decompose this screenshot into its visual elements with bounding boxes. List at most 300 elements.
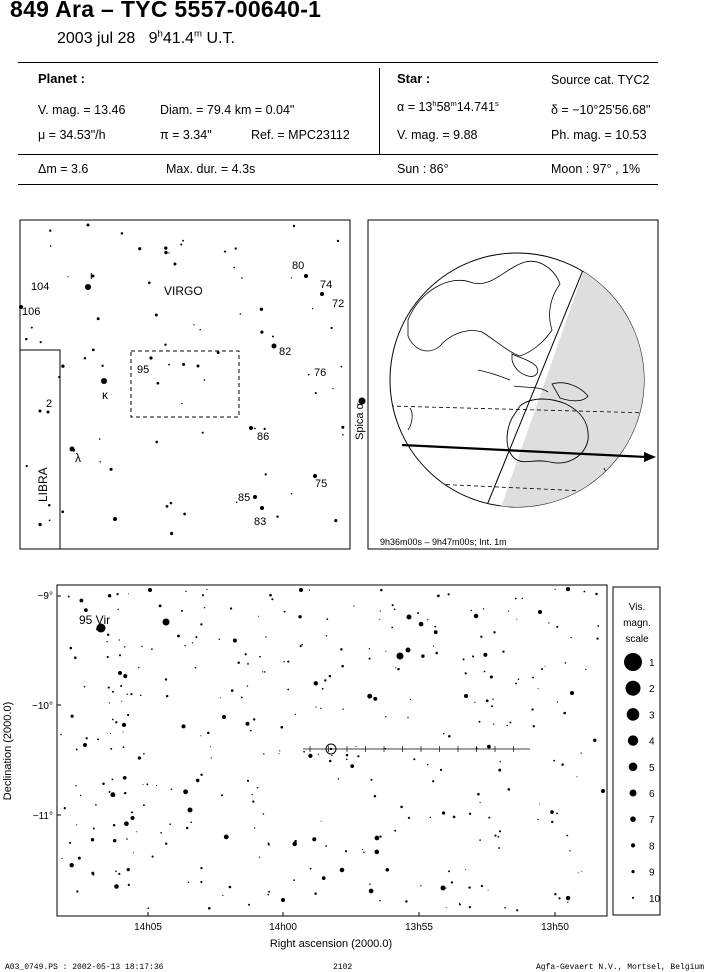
- map-star: [84, 686, 86, 688]
- map-star: [91, 838, 94, 841]
- finder-star: [155, 314, 158, 317]
- star-ra-m-unit: m: [450, 98, 457, 108]
- planet-motion: μ = 34.53"/h: [38, 128, 106, 142]
- finder-star: [217, 351, 220, 354]
- map-star: [437, 595, 440, 598]
- map-star: [391, 627, 393, 629]
- map-star: [76, 824, 77, 825]
- finder-star: [291, 493, 293, 495]
- map-star: [413, 758, 415, 760]
- map-star: [357, 755, 359, 757]
- scale-label-mag-1: 1: [649, 658, 655, 669]
- map-star: [259, 656, 261, 658]
- page-title: 849 Ara – TYC 5557-00640-1: [10, 0, 322, 22]
- map-star: [566, 587, 570, 591]
- scale-label-mag-3: 3: [649, 710, 655, 722]
- map-star: [166, 695, 168, 697]
- map-star: [346, 758, 348, 760]
- finder-star: [240, 313, 242, 315]
- finder-star: [67, 276, 68, 277]
- map-star: [322, 876, 326, 880]
- finder-star: [254, 428, 256, 430]
- map-star: [110, 748, 112, 750]
- map-star: [281, 898, 285, 902]
- map-star: [508, 611, 509, 612]
- map-star: [241, 696, 243, 698]
- map-star: [268, 891, 270, 893]
- map-star: [124, 821, 129, 826]
- finder-star: [182, 240, 184, 242]
- map-star: [196, 779, 200, 783]
- map-star: [345, 850, 347, 852]
- map-star: [369, 658, 371, 660]
- map-star: [509, 722, 511, 724]
- finder-star: [84, 357, 86, 359]
- finder-star: [260, 506, 264, 510]
- map-star: [222, 715, 226, 719]
- star-ra-h-unit: h: [432, 98, 437, 108]
- map-star: [84, 608, 88, 612]
- map-star: [247, 685, 248, 686]
- map-star: [252, 801, 254, 803]
- map-star: [315, 706, 316, 707]
- map-star: [433, 645, 434, 646]
- finder-star: [110, 468, 113, 471]
- map-star: [471, 610, 472, 611]
- star-heading: Star :: [397, 71, 431, 86]
- map-star: [120, 685, 122, 687]
- map-star: [177, 635, 180, 638]
- finder-star: [101, 378, 107, 384]
- map-star: [299, 588, 303, 592]
- map-star: [363, 851, 364, 852]
- map-star: [118, 671, 122, 675]
- map-star: [221, 794, 223, 796]
- map-star: [160, 832, 162, 834]
- map-star: [596, 637, 598, 639]
- map-star: [114, 884, 119, 889]
- map-star: [522, 598, 523, 599]
- map-star: [578, 872, 579, 873]
- map-star: [435, 652, 438, 655]
- map-star: [259, 856, 260, 857]
- map-star: [61, 858, 62, 859]
- map-star: [122, 723, 126, 727]
- planet-reference: Ref. = MPC23112: [251, 128, 350, 142]
- map-star: [463, 658, 465, 660]
- path-direction-arrow: [644, 452, 656, 462]
- map-star: [93, 828, 95, 830]
- map-star: [252, 794, 253, 795]
- map-star: [112, 719, 114, 721]
- map-star: [394, 830, 396, 832]
- scale-dot-mag-4: [628, 735, 638, 745]
- map-star: [257, 787, 259, 789]
- map-star: [121, 701, 122, 702]
- finder-star: [253, 495, 257, 499]
- map-star: [469, 906, 471, 908]
- map-star: [380, 610, 381, 611]
- scale-label-mag-10: 10: [649, 893, 661, 905]
- map-star: [448, 593, 450, 595]
- finder-star: [193, 324, 194, 325]
- finder-star: [174, 263, 177, 266]
- dec-label-10: −10°: [32, 701, 53, 712]
- map-star: [386, 868, 390, 872]
- lambda-label: λ: [75, 451, 81, 465]
- map-star: [532, 677, 534, 679]
- map-star: [479, 721, 481, 723]
- map-star: [561, 763, 564, 766]
- map-star: [102, 783, 105, 786]
- map-star: [583, 591, 585, 593]
- map-star: [500, 761, 501, 762]
- map-star: [448, 870, 450, 872]
- finder-star: [260, 330, 263, 333]
- event-time-suffix: U.T.: [206, 30, 235, 47]
- map-star: [76, 749, 78, 751]
- finder-star: [315, 392, 317, 394]
- map-star: [278, 753, 279, 754]
- map-star: [498, 847, 500, 849]
- star-map: [2, 585, 607, 950]
- map-star: [494, 835, 496, 837]
- finder-star: [182, 363, 185, 366]
- star-label-80: 80: [292, 260, 305, 272]
- finder-star: [39, 410, 42, 413]
- map-star: [71, 715, 74, 718]
- map-star: [375, 850, 380, 855]
- map-star: [545, 666, 546, 667]
- map-star: [554, 589, 555, 590]
- finder-star: [87, 224, 90, 227]
- map-star: [151, 648, 153, 650]
- map-star: [385, 716, 386, 717]
- finder-star: [304, 274, 308, 278]
- map-star: [195, 667, 197, 669]
- finder-star: [101, 365, 103, 367]
- finder-star: [48, 504, 51, 507]
- map-star: [342, 708, 343, 709]
- map-star: [138, 756, 141, 759]
- finder-star: [157, 382, 160, 385]
- map-star: [123, 674, 127, 678]
- map-star: [533, 725, 535, 727]
- map-star: [565, 662, 567, 664]
- map-star: [165, 678, 167, 680]
- map-star: [464, 694, 468, 698]
- map-star: [78, 857, 81, 860]
- sun-elongation: Sun : 86°: [397, 162, 449, 176]
- star-declination: δ = −10°25'56.68": [551, 103, 651, 117]
- map-star: [581, 752, 582, 753]
- map-star: [106, 641, 107, 642]
- map-star: [563, 712, 566, 715]
- finder-star: [233, 267, 235, 269]
- map-star: [131, 811, 133, 813]
- star-ra-seconds: 14.741: [456, 100, 495, 114]
- map-star: [421, 654, 424, 657]
- map-star: [446, 907, 447, 908]
- dec-label-11: −11°: [32, 811, 53, 822]
- finder-star: [61, 365, 64, 368]
- finder-star: [332, 388, 333, 389]
- finder-star: [260, 308, 263, 311]
- map-star: [488, 817, 490, 819]
- map-star: [109, 702, 110, 703]
- map-star: [367, 694, 372, 699]
- map-star: [253, 718, 255, 720]
- map-star: [369, 889, 374, 894]
- finder-star: [164, 246, 167, 249]
- map-star: [406, 648, 411, 653]
- map-star: [480, 802, 481, 803]
- map-star: [484, 671, 486, 673]
- map-star: [229, 886, 232, 889]
- footer-file: A03_0749.PS : 2002-05-13 18:17:36: [5, 963, 164, 972]
- map-star: [346, 754, 349, 757]
- map-star: [459, 903, 460, 904]
- event-time-minutes: 41.4: [162, 30, 195, 47]
- map-star: [233, 638, 237, 642]
- map-star: [380, 589, 383, 592]
- star-label-83: 83: [254, 516, 267, 528]
- map-star: [210, 746, 211, 747]
- finder-star: [47, 411, 50, 414]
- map-star: [97, 738, 99, 740]
- libra-boundary: [20, 350, 60, 549]
- map-star: [314, 892, 317, 895]
- finder-star: [164, 344, 166, 346]
- map-star: [115, 870, 117, 872]
- finder-star: [61, 510, 64, 513]
- map-star: [405, 900, 407, 902]
- delta-magnitude: Δm = 3.6: [38, 162, 89, 176]
- finder-star: [337, 240, 339, 242]
- map-star: [109, 791, 111, 793]
- map-star: [331, 755, 332, 756]
- map-star: [326, 635, 327, 636]
- map-star: [245, 653, 247, 655]
- map-star: [159, 604, 162, 607]
- map-star: [107, 633, 109, 635]
- finder-star: [58, 376, 60, 378]
- map-star: [350, 764, 354, 768]
- map-star: [301, 644, 303, 646]
- map-star: [119, 639, 120, 640]
- map-star: [188, 808, 193, 813]
- map-star: [224, 835, 229, 840]
- map-star: [581, 871, 582, 872]
- map-star: [448, 735, 451, 738]
- finder-star: [235, 247, 237, 249]
- map-star: [128, 884, 130, 886]
- map-star: [142, 784, 143, 785]
- map-star: [60, 734, 62, 736]
- map-star: [181, 724, 185, 728]
- map-star: [554, 893, 556, 895]
- star-source-catalog: Source cat. TYC2: [551, 73, 650, 87]
- map-star: [308, 754, 312, 758]
- star-ra-minutes: 58: [436, 100, 451, 114]
- map-star: [298, 615, 301, 618]
- map-star: [222, 895, 223, 896]
- star-label-76: 76: [314, 367, 327, 379]
- finder-star: [26, 465, 28, 467]
- map-star: [326, 618, 328, 620]
- map-star: [130, 816, 134, 820]
- map-star: [123, 776, 127, 780]
- finder-star: [265, 473, 267, 475]
- planet-heading: Planet :: [38, 71, 85, 86]
- map-star: [597, 625, 599, 627]
- finder-star: [183, 513, 186, 516]
- map-star: [258, 616, 259, 617]
- finder-star: [113, 517, 117, 521]
- map-star: [200, 867, 202, 869]
- map-star: [130, 693, 132, 695]
- map-star: [570, 691, 574, 695]
- ra-axis: [134, 912, 569, 950]
- planet-parallax: π = 3.34": [160, 128, 212, 142]
- map-star: [410, 699, 411, 700]
- footer-code: 2102: [333, 963, 353, 972]
- dec-axis-title: Declination (2000.0): [2, 701, 14, 801]
- moon-elongation: Moon : 97° , 1%: [551, 162, 641, 176]
- map-star: [300, 645, 302, 647]
- map-star: [420, 885, 421, 886]
- map-star: [83, 743, 87, 747]
- map-star: [472, 655, 474, 657]
- map-star: [465, 869, 466, 870]
- map-star: [267, 894, 269, 896]
- map-star: [480, 636, 482, 638]
- map-star: [79, 599, 83, 603]
- map-star: [427, 764, 428, 765]
- map-star: [553, 760, 555, 762]
- map-star: [558, 897, 560, 899]
- map-star: [206, 589, 207, 590]
- map-star: [397, 668, 400, 671]
- map-star: [570, 637, 571, 638]
- scale-title-line-2: magn.: [623, 618, 651, 629]
- map-star: [287, 689, 289, 691]
- finder-star: [293, 225, 295, 227]
- map-star: [329, 760, 332, 763]
- scale-dot-mag-7: [630, 816, 636, 822]
- map-star: [110, 792, 115, 797]
- finder-star: [49, 520, 51, 522]
- map-star: [119, 654, 121, 656]
- map-star: [556, 626, 558, 628]
- map-star: [295, 714, 296, 715]
- max-duration: Max. dur. = 4.3s: [166, 162, 256, 176]
- spica-label: Spica α: [354, 403, 366, 440]
- target-star-center: [330, 748, 332, 750]
- map-star: [200, 623, 202, 625]
- map-star: [111, 778, 113, 780]
- finder-star: [92, 349, 95, 352]
- map-star: [108, 594, 111, 597]
- map-star: [184, 645, 185, 646]
- map-star: [126, 693, 127, 694]
- map-star: [486, 699, 489, 702]
- map-star: [186, 827, 188, 829]
- map-star: [566, 896, 570, 900]
- finder-star: [168, 252, 169, 253]
- finder-star: [204, 379, 206, 381]
- map-star: [341, 665, 344, 668]
- scale-label-mag-4: 4: [649, 736, 655, 748]
- map-star: [254, 827, 255, 828]
- map-star: [113, 839, 117, 843]
- finder-star: [170, 532, 173, 535]
- star-label-86: 86: [257, 431, 270, 443]
- star-vmag: V. mag. = 9.88: [397, 128, 478, 142]
- map-star: [118, 873, 120, 875]
- ra-axis-title: Right ascension (2000.0): [269, 938, 393, 950]
- map-star: [127, 868, 130, 871]
- finder-star: [331, 327, 333, 329]
- footer-credit: Agfa-Gevaert N.V., Mortsel, Belgium: [536, 963, 704, 972]
- map-star: [459, 903, 461, 905]
- map-star: [74, 656, 77, 659]
- map-star: [309, 590, 310, 591]
- map-star: [453, 816, 456, 819]
- map-star: [207, 732, 210, 735]
- map-star: [110, 733, 111, 734]
- map-star: [247, 663, 249, 665]
- finder-star: [164, 251, 167, 254]
- kappa-label: κ: [102, 388, 108, 402]
- map-star: [369, 648, 370, 649]
- map-star: [329, 675, 332, 678]
- map-star: [95, 804, 97, 806]
- finder-star: [50, 245, 52, 247]
- map-star: [531, 708, 533, 710]
- map-star: [493, 631, 495, 633]
- map-star: [127, 714, 129, 716]
- map-star: [541, 668, 543, 670]
- map-star: [211, 757, 212, 758]
- map-star: [171, 789, 173, 791]
- finder-star: [334, 519, 337, 522]
- map-star: [324, 679, 326, 681]
- map-star: [283, 661, 284, 662]
- globe-time-range: 9h36m00s – 9h47m00s; Int. 1m: [380, 537, 507, 547]
- scale-dot-mag-9: [631, 870, 634, 873]
- finder-star: [199, 329, 201, 331]
- map-star: [70, 863, 74, 867]
- map-star: [312, 837, 316, 841]
- map-star: [75, 785, 76, 786]
- map-star: [148, 588, 152, 592]
- map-star: [497, 836, 499, 838]
- dec-axis: [2, 591, 61, 822]
- map-star: [91, 872, 94, 875]
- map-star: [434, 626, 436, 628]
- finder-star: [49, 230, 51, 232]
- map-star: [64, 807, 66, 809]
- map-star: [188, 882, 189, 883]
- map-star: [585, 669, 586, 670]
- map-star: [200, 881, 202, 883]
- map-star: [356, 746, 357, 747]
- map-star: [394, 609, 396, 611]
- map-star: [371, 779, 373, 781]
- finder-star: [181, 403, 182, 404]
- map-star: [362, 849, 363, 850]
